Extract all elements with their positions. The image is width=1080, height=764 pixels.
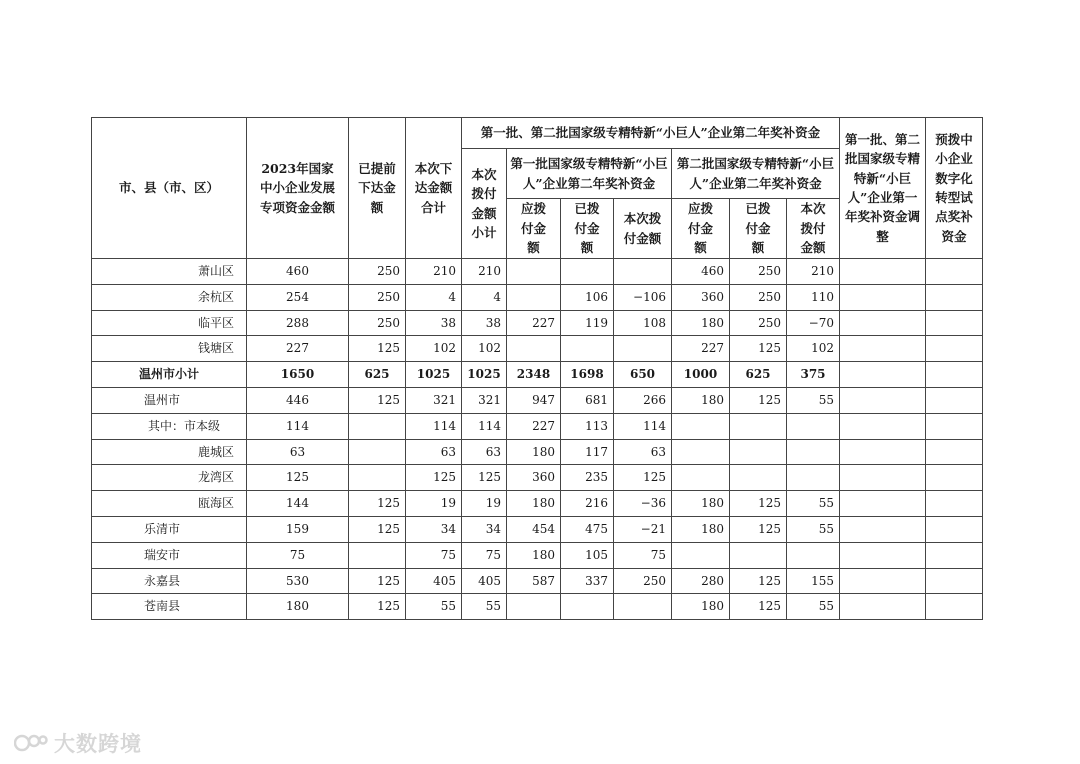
value-cell: 125 <box>349 336 406 362</box>
table-row <box>92 491 983 517</box>
table-row <box>92 284 983 310</box>
value-cell <box>840 568 926 594</box>
value-cell: 102 <box>462 336 507 362</box>
region-cell: 瑞安市 <box>92 542 247 568</box>
value-cell: 216 <box>561 491 614 517</box>
table-row <box>92 542 983 568</box>
value-cell <box>840 284 926 310</box>
region-cell: 苍南县 <box>92 594 247 620</box>
header-digital-pilot: 预拨中小企业数字化转型试点奖补资金 <box>926 118 983 259</box>
brand-logo-icon <box>14 732 48 759</box>
region-cell: 萧山区 <box>92 259 247 285</box>
value-cell: 227 <box>507 413 561 439</box>
value-cell: 19 <box>406 491 462 517</box>
value-cell: 210 <box>462 259 507 285</box>
value-cell: 250 <box>730 310 787 336</box>
value-cell <box>926 284 983 310</box>
value-cell <box>840 542 926 568</box>
value-cell: 625 <box>730 362 787 388</box>
value-cell: 587 <box>507 568 561 594</box>
header-batch1-paid: 已拨付金额 <box>561 199 614 259</box>
value-cell: 180 <box>247 594 349 620</box>
value-cell <box>840 516 926 542</box>
value-cell: 159 <box>247 516 349 542</box>
value-cell: 280 <box>672 568 730 594</box>
value-cell: 63 <box>247 439 349 465</box>
value-cell: 235 <box>561 465 614 491</box>
table-row <box>92 413 983 439</box>
value-cell: 180 <box>507 439 561 465</box>
value-cell <box>840 336 926 362</box>
value-cell <box>926 439 983 465</box>
value-cell: 63 <box>406 439 462 465</box>
value-cell: 266 <box>614 387 672 413</box>
value-cell <box>730 413 787 439</box>
value-cell: 250 <box>349 310 406 336</box>
value-cell: 180 <box>507 542 561 568</box>
value-cell: 125 <box>462 465 507 491</box>
value-cell: 227 <box>507 310 561 336</box>
value-cell: 55 <box>787 387 840 413</box>
value-cell: 55 <box>787 594 840 620</box>
watermark <box>14 728 142 759</box>
value-cell: 19 <box>462 491 507 517</box>
value-cell: 114 <box>462 413 507 439</box>
value-cell: 227 <box>672 336 730 362</box>
header-batch2: 第二批国家级专精特新“小巨人”企业第二年奖补资金 <box>672 149 840 199</box>
region-cell: 鹿城区 <box>92 439 247 465</box>
table-row <box>92 336 983 362</box>
table-row <box>92 439 983 465</box>
value-cell: 250 <box>349 284 406 310</box>
value-cell <box>349 413 406 439</box>
value-cell <box>507 594 561 620</box>
region-cell: 温州市小计 <box>92 362 247 388</box>
table-row <box>92 568 983 594</box>
value-cell: 38 <box>406 310 462 336</box>
value-cell <box>672 465 730 491</box>
value-cell <box>926 542 983 568</box>
value-cell: 475 <box>561 516 614 542</box>
region-cell: 余杭区 <box>92 284 247 310</box>
table-row <box>92 362 983 388</box>
table-row <box>92 310 983 336</box>
value-cell <box>926 362 983 388</box>
value-cell: 117 <box>561 439 614 465</box>
value-cell: 1698 <box>561 362 614 388</box>
header-giant-group: 第一批、第二批国家级专精特新“小巨人”企业第二年奖补资金 <box>462 118 840 149</box>
value-cell <box>349 439 406 465</box>
value-cell <box>840 362 926 388</box>
value-cell: 180 <box>672 594 730 620</box>
value-cell: 180 <box>672 310 730 336</box>
value-cell: 4 <box>406 284 462 310</box>
value-cell: 1025 <box>462 362 507 388</box>
table-row <box>92 465 983 491</box>
header-first-year-adjust: 第一批、第二批国家级专精特新“小巨人”企业第一年奖补资金调整 <box>840 118 926 259</box>
value-cell: 114 <box>406 413 462 439</box>
value-cell: 210 <box>787 259 840 285</box>
value-cell: 125 <box>730 336 787 362</box>
value-cell <box>614 594 672 620</box>
header-batch2-should: 应拨付金额 <box>672 199 730 259</box>
value-cell: 125 <box>730 594 787 620</box>
value-cell: 530 <box>247 568 349 594</box>
value-cell <box>507 336 561 362</box>
value-cell: 34 <box>462 516 507 542</box>
value-cell: −36 <box>614 491 672 517</box>
value-cell <box>926 413 983 439</box>
header-batch1-should: 应拨付金额 <box>507 199 561 259</box>
value-cell: 1025 <box>406 362 462 388</box>
value-cell: 113 <box>561 413 614 439</box>
value-cell: 125 <box>730 516 787 542</box>
value-cell: 119 <box>561 310 614 336</box>
header-total-2023: 2023年国家中小企业发展专项资金金额 <box>247 118 349 259</box>
value-cell: 125 <box>730 568 787 594</box>
value-cell <box>926 568 983 594</box>
value-cell: 4 <box>462 284 507 310</box>
header-this-sub: 本次拨付金额小计 <box>462 149 507 259</box>
value-cell <box>787 413 840 439</box>
value-cell <box>840 413 926 439</box>
header-this-issue-total: 本次下达金额合计 <box>406 118 462 259</box>
value-cell: 254 <box>247 284 349 310</box>
value-cell: 125 <box>349 594 406 620</box>
value-cell: 227 <box>247 336 349 362</box>
value-cell <box>926 310 983 336</box>
header-batch1-this: 本次拨付金额 <box>614 199 672 259</box>
value-cell: 114 <box>247 413 349 439</box>
value-cell: 405 <box>462 568 507 594</box>
region-cell: 钱塘区 <box>92 336 247 362</box>
value-cell: 63 <box>614 439 672 465</box>
value-cell: 102 <box>787 336 840 362</box>
region-cell: 其中：市本级 <box>92 413 247 439</box>
value-cell: 34 <box>406 516 462 542</box>
value-cell: 446 <box>247 387 349 413</box>
value-cell <box>840 594 926 620</box>
value-cell <box>561 336 614 362</box>
value-cell: 1650 <box>247 362 349 388</box>
value-cell <box>672 413 730 439</box>
value-cell: 650 <box>614 362 672 388</box>
value-cell: 144 <box>247 491 349 517</box>
value-cell: 125 <box>247 465 349 491</box>
value-cell: −70 <box>787 310 840 336</box>
value-cell <box>926 491 983 517</box>
value-cell <box>840 439 926 465</box>
value-cell <box>840 259 926 285</box>
value-cell: 75 <box>406 542 462 568</box>
header-advance-issued: 已提前下达金额 <box>349 118 406 259</box>
value-cell <box>349 465 406 491</box>
region-cell: 永嘉县 <box>92 568 247 594</box>
value-cell <box>349 542 406 568</box>
header-batch2-this: 本次拨付金额 <box>787 199 840 259</box>
value-cell: 460 <box>247 259 349 285</box>
value-cell: 180 <box>672 516 730 542</box>
header-region: 市、县（市、区） <box>92 118 247 259</box>
value-cell: 180 <box>507 491 561 517</box>
value-cell: 180 <box>672 387 730 413</box>
value-cell: 405 <box>406 568 462 594</box>
value-cell <box>561 594 614 620</box>
value-cell <box>926 387 983 413</box>
value-cell: 75 <box>614 542 672 568</box>
value-cell: 2348 <box>507 362 561 388</box>
region-cell: 临平区 <box>92 310 247 336</box>
value-cell: 125 <box>730 491 787 517</box>
value-cell: 38 <box>462 310 507 336</box>
value-cell: 375 <box>787 362 840 388</box>
value-cell <box>507 259 561 285</box>
value-cell <box>787 465 840 491</box>
value-cell <box>926 465 983 491</box>
table-row <box>92 594 983 620</box>
value-cell: 321 <box>406 387 462 413</box>
value-cell: 155 <box>787 568 840 594</box>
value-cell: 125 <box>349 516 406 542</box>
value-cell <box>614 259 672 285</box>
value-cell <box>614 336 672 362</box>
region-cell: 龙湾区 <box>92 465 247 491</box>
value-cell: 337 <box>561 568 614 594</box>
value-cell: 360 <box>672 284 730 310</box>
region-cell: 温州市 <box>92 387 247 413</box>
value-cell: 360 <box>507 465 561 491</box>
value-cell <box>840 310 926 336</box>
value-cell <box>840 387 926 413</box>
value-cell <box>730 439 787 465</box>
value-cell: 947 <box>507 387 561 413</box>
value-cell: 454 <box>507 516 561 542</box>
value-cell <box>787 542 840 568</box>
value-cell <box>672 542 730 568</box>
value-cell <box>840 491 926 517</box>
value-cell <box>730 542 787 568</box>
value-cell <box>926 259 983 285</box>
value-cell: −106 <box>614 284 672 310</box>
value-cell: 321 <box>462 387 507 413</box>
value-cell: 1000 <box>672 362 730 388</box>
value-cell: 55 <box>406 594 462 620</box>
value-cell: 105 <box>561 542 614 568</box>
value-cell: 250 <box>730 284 787 310</box>
value-cell: 250 <box>614 568 672 594</box>
value-cell <box>840 465 926 491</box>
value-cell: 125 <box>406 465 462 491</box>
value-cell: 125 <box>349 491 406 517</box>
value-cell: 460 <box>672 259 730 285</box>
value-cell: 55 <box>787 516 840 542</box>
value-cell: 180 <box>672 491 730 517</box>
value-cell <box>561 259 614 285</box>
value-cell: 210 <box>406 259 462 285</box>
table-row <box>92 387 983 413</box>
value-cell: 110 <box>787 284 840 310</box>
value-cell: 102 <box>406 336 462 362</box>
value-cell <box>926 336 983 362</box>
value-cell: 250 <box>349 259 406 285</box>
value-cell <box>672 439 730 465</box>
value-cell: 288 <box>247 310 349 336</box>
value-cell: 75 <box>462 542 507 568</box>
value-cell: 75 <box>247 542 349 568</box>
fund-allocation-table <box>91 117 983 620</box>
value-cell: 55 <box>462 594 507 620</box>
region-cell: 瓯海区 <box>92 491 247 517</box>
value-cell: 125 <box>730 387 787 413</box>
value-cell: 125 <box>614 465 672 491</box>
value-cell: 106 <box>561 284 614 310</box>
table-row <box>92 516 983 542</box>
value-cell: 125 <box>349 387 406 413</box>
value-cell: 55 <box>787 491 840 517</box>
value-cell <box>926 594 983 620</box>
table-row <box>92 259 983 285</box>
value-cell: 125 <box>349 568 406 594</box>
value-cell: 681 <box>561 387 614 413</box>
region-cell: 乐清市 <box>92 516 247 542</box>
value-cell: 108 <box>614 310 672 336</box>
header-batch1: 第一批国家级专精特新“小巨人”企业第二年奖补资金 <box>507 149 672 199</box>
value-cell: 63 <box>462 439 507 465</box>
value-cell <box>507 284 561 310</box>
watermark-text: 大数跨境 <box>54 732 142 756</box>
value-cell <box>926 516 983 542</box>
value-cell: 625 <box>349 362 406 388</box>
value-cell <box>787 439 840 465</box>
header-batch2-paid: 已拨付金额 <box>730 199 787 259</box>
value-cell: 250 <box>730 259 787 285</box>
value-cell: −21 <box>614 516 672 542</box>
value-cell <box>730 465 787 491</box>
value-cell: 114 <box>614 413 672 439</box>
